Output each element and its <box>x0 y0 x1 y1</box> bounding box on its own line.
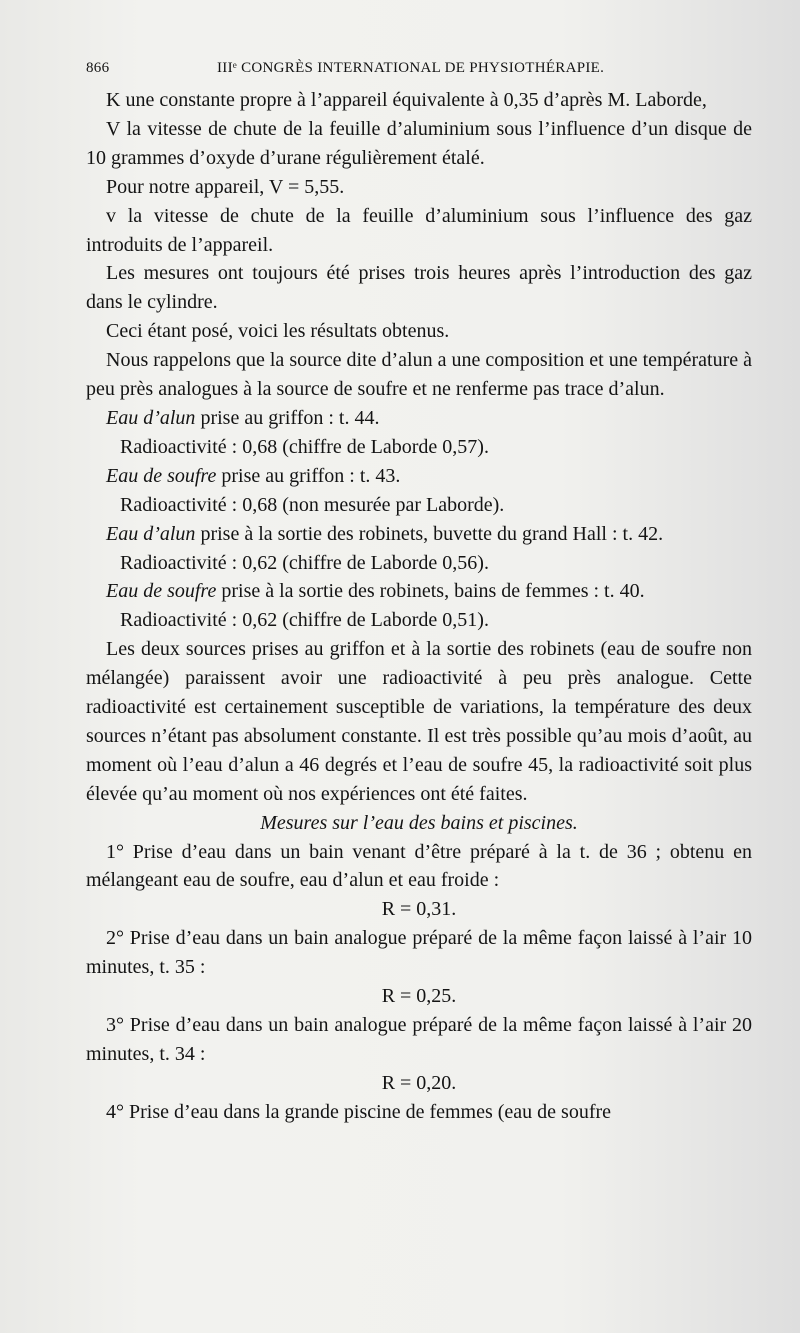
bath-measurement-3: 3° Prise d’eau dans un bain analogue préparé de la même façon laissé à l’air 20 minutes, t. 34 : <box>86 1014 752 1065</box>
radioactivity-alun-griffon: Radioactivité : 0,68 (chiffre de Laborde 0,57). <box>120 435 489 458</box>
measurement-soufre-robinets <box>86 577 752 606</box>
water-type-label: Eau d’alun <box>106 522 196 545</box>
measurement-soufre-griffon <box>86 462 752 491</box>
paragraph-k-constant: K une constante propre à l’appareil équivalente à 0,35 d’après M. Laborde, <box>106 89 707 111</box>
measurement-location: prise au griffon : t. 44. <box>195 406 380 429</box>
result-r-1: R = 0,31. <box>381 898 457 921</box>
measurement-location: prise au griffon : t. 43. <box>216 464 401 487</box>
radioactivity-soufre-griffon: Radioactivité : 0,68 (non mesurée par Laborde). <box>120 493 505 516</box>
bath-measurement-4: 4° Prise d’eau dans la grande piscine de femmes (eau de soufre <box>106 1100 612 1123</box>
page-body <box>86 86 752 1127</box>
running-title: IIIᵉ CONGRÈS INTERNATIONAL DE PHYSIOTHÉRAPIE. <box>217 60 605 76</box>
water-type-label: Eau de soufre <box>106 580 217 603</box>
measurement-location: prise à la sortie des robinets, bains de femmes : t. 40. <box>216 580 645 603</box>
paragraph-v-definition: V la vitesse de chute de la feuille d’aluminium sous l’influence d’un disque de 10 grammes d’oxyde d’urane régulièrement étalé. <box>86 117 752 169</box>
result-r-3: R = 0,20. <box>381 1071 457 1094</box>
paragraph-results-intro: Ceci étant posé, voici les résultats obtenus. <box>106 320 450 343</box>
radioactivity-soufre-robinets: Radioactivité : 0,62 (chiffre de Laborde 0,51). <box>120 609 489 632</box>
bath-measurement-1: 1° Prise d’eau dans un bain venant d’être préparé à la t. de 36 ; obtenu en mélangeant eau de soufre, eau d’alun et eau froide : <box>86 840 752 892</box>
water-type-label: Eau de soufre <box>106 464 217 487</box>
paragraph-small-v-definition: v la vitesse de chute de la feuille d’aluminium sous l’influence des gaz introduits de l’appareil. <box>86 204 752 256</box>
result-r-2: R = 0,25. <box>381 985 457 1008</box>
measurement-alun-griffon <box>86 404 752 433</box>
paragraph-measurement-timing: Les mesures ont toujours été prises trois heures après l’introduction des gaz dans le cylindre. <box>86 262 752 314</box>
water-type-label: Eau d’alun <box>106 406 196 429</box>
measurement-location: prise à la sortie des robinets, buvette du grand Hall : t. 42. <box>195 522 664 545</box>
section-heading: Mesures sur l’eau des bains et piscines. <box>260 811 578 834</box>
bath-measurement-2: 2° Prise d’eau dans un bain analogue préparé de la même façon laissé à l’air 10 minutes, t. 35 : <box>86 927 752 979</box>
paragraph-apparatus-value: Pour notre appareil, V = 5,55. <box>106 175 345 198</box>
paragraph-sources-comparison: Les deux sources prises au griffon et à la sortie des robinets (eau de soufre non mélangée) paraissent avoir une radioactivité à peu près analogue. Cette radioactivité est certainement susceptible de variations, la température des deux sources n’étant pas absolument constante. Il est très possible qu’au mois d’août, au moment où l’eau d’alun a 46 degrés et l’eau de soufre 45, la radioactivité soit plus élevée qu’au moment où nos expériences ont été faites. <box>86 638 752 805</box>
measurement-alun-robinets <box>86 520 752 549</box>
radioactivity-alun-robinets: Radioactivité : 0,62 (chiffre de Laborde 0,56). <box>120 551 489 574</box>
paragraph-alun-source-note: Nous rappelons que la source dite d’alun a une composition et une température à peu près analogues à la source de soufre et ne renferme pas trace d’alun. <box>86 349 752 401</box>
page-number: 866 <box>86 60 110 76</box>
